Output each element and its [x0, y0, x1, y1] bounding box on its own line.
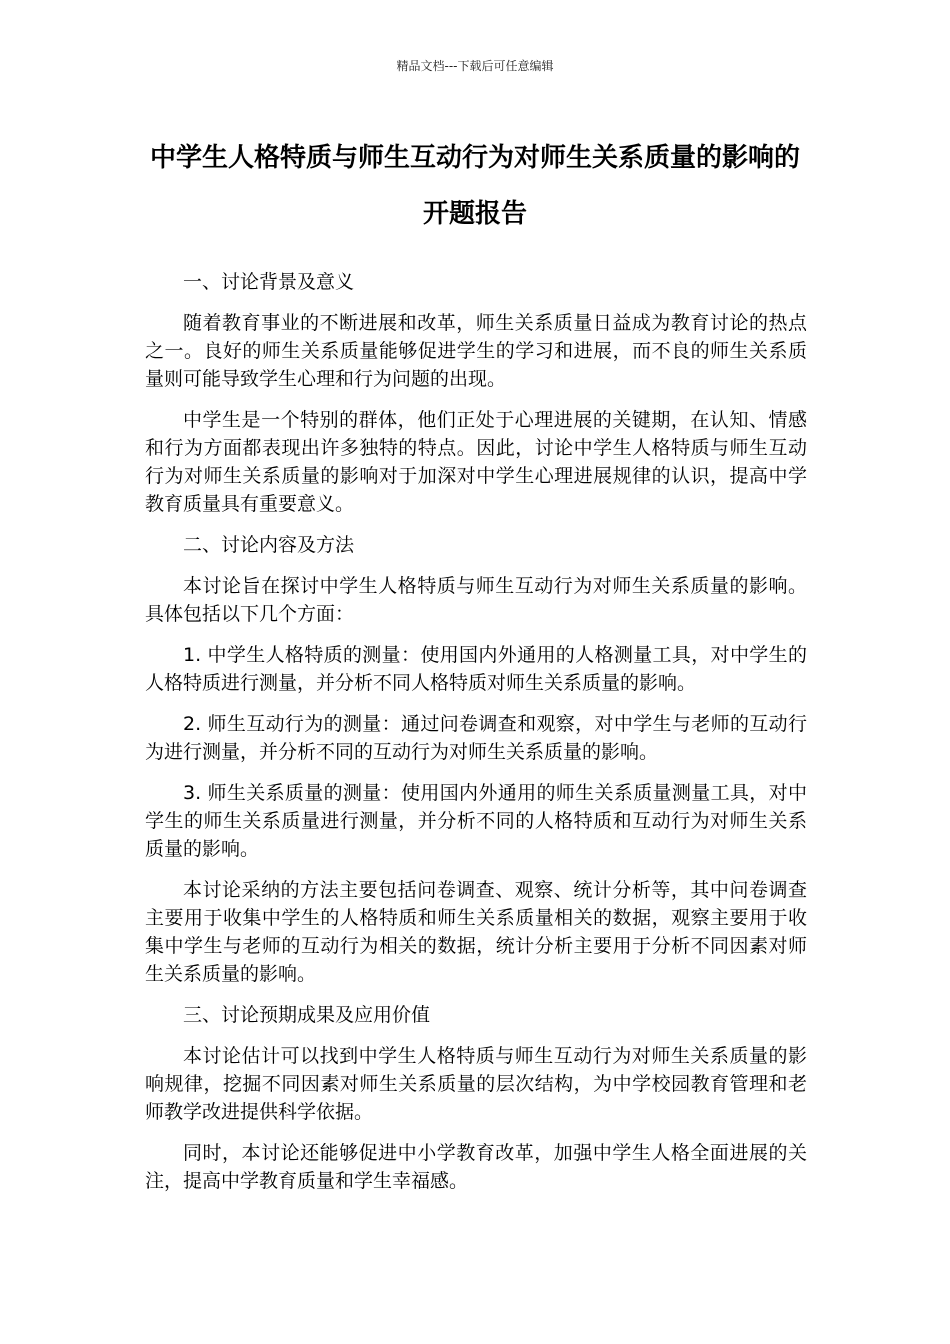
paragraph: 中学生是一个特别的群体，他们正处于心理进展的关键期，在认知、情感和行为方面都表现出许多独特的特点。因此，讨论中学生人格特质与师生互动行为对师生关系质量的影响对于加深对中学生心理进展规律的认识，提高中学教育质量具有重要意义。 [145, 409, 807, 515]
section-heading-background: 一、讨论背景及意义 [183, 271, 355, 293]
document-title: 中学生人格特质与师生互动行为对师生关系质量的影响的开题报告 [149, 143, 800, 229]
document-body [145, 268, 807, 1208]
list-item: 1. 中学生人格特质的测量：使用国内外通用的人格测量工具，对中学生的人格特质进行测量，并分析不同人格特质对师生关系质量的影响。 [145, 644, 807, 694]
list-item: 2. 师生互动行为的测量：通过问卷调查和观察，对中学生与老师的互动行为进行测量，并分析不同的互动行为对师生关系质量的影响。 [145, 713, 807, 763]
section-heading-content-methods: 二、讨论内容及方法 [183, 534, 355, 556]
paragraph: 本讨论估计可以找到中学生人格特质与师生互动行为对师生关系质量的影响规律，挖掘不同因素对师生关系质量的层次结构，为中学校园教育管理和老师教学改进提供科学依据。 [145, 1045, 807, 1123]
list-item: 3. 师生关系质量的测量：使用国内外通用的师生关系质量测量工具，对中学生的师生关系质量进行测量，并分析不同的人格特质和互动行为对师生关系质量的影响。 [145, 782, 807, 860]
paragraph: 随着教育事业的不断进展和改革，师生关系质量日益成为教育讨论的热点之一。良好的师生关系质量能够促进学生的学习和进展，而不良的师生关系质量则可能导致学生心理和行为问题的出现。 [145, 312, 807, 390]
header-note: 精品文档---下载后可任意编辑 [396, 59, 554, 73]
paragraph: 同时，本讨论还能够促进中小学教育改革，加强中学生人格全面进展的关注，提高中学教育质量和学生幸福感。 [145, 1142, 807, 1192]
paragraph: 本讨论旨在探讨中学生人格特质与师生互动行为对师生关系质量的影响。具体包括以下几个方面： [145, 575, 807, 625]
paragraph: 本讨论采纳的方法主要包括问卷调查、观察、统计分析等，其中问卷调查主要用于收集中学生的人格特质和师生关系质量相关的数据，观察主要用于收集中学生与老师的互动行为相关的数据，统计分析主要用于分析不同因素对师生关系质量的影响。 [145, 879, 807, 985]
section-heading-expected-results: 三、讨论预期成果及应用价值 [183, 1004, 431, 1026]
